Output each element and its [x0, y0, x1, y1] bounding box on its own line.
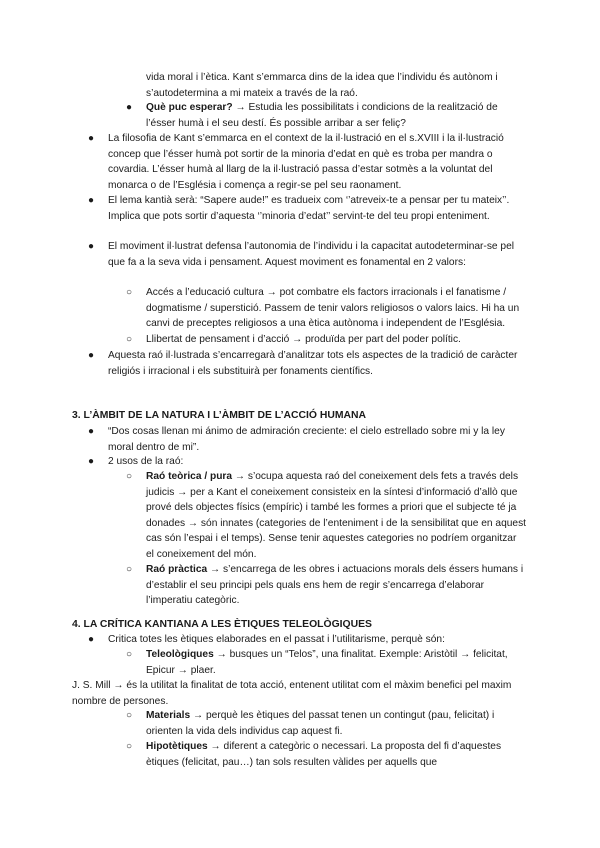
list-item-que-puc-esperar — [126, 100, 526, 131]
list-item-term: Materials — [146, 710, 191, 721]
list-item-text: 2 usos de la raó: — [108, 456, 184, 467]
list-item-term: Teleològiques — [146, 649, 214, 660]
list-item-teleologiques — [126, 647, 526, 678]
paragraph-autonomy-continuation — [146, 70, 526, 101]
paragraph-mill — [72, 678, 528, 709]
paragraph-text: vida moral i l’ètica. Kant s’emmarca dins de la idea que l’individu és autònom i s’autodetermina a mi mateix a través de la raó. — [146, 72, 498, 99]
bullet-icon: ● — [88, 241, 95, 252]
bullet-icon: ● — [88, 456, 95, 467]
list-item-text: → diferent a categòric o necessari. La proposta del fi d’aquestes ètiques (felicitat, pau…) tan sols resulten vàlides per aquells que — [146, 741, 502, 768]
bullet-icon: ○ — [126, 710, 133, 721]
list-item-text: Accés a l’educació cultura → pot combatre els factors irracionals i el fanatisme / dogmatisme / superstició. Passem de tenir valors religiosos o valors laics. Hi ha un canvi de preceptes religiosos a una ètica autònoma i independent de l’Església. — [146, 287, 520, 330]
bullet-icon: ○ — [126, 741, 133, 752]
bullet-icon: ● — [88, 350, 95, 361]
list-item-text: El moviment il·lustrat defensa l’autonomia de l’individu i la capacitat autodeterminar-se pel que fa a la seva vida i pensament. Aquest moviment es fonamental en 2 valors: — [108, 241, 515, 268]
section-heading-4: 4. LA CRÍTICA KANTIANA A LES ÈTIQUES TELEOLÒGIQUES — [72, 619, 372, 630]
list-item-text: → Estudia les possibilitats i condicions de la realització de l’ésser humà i el seu destí. És possible arribar a ser feliç? — [146, 102, 498, 129]
list-item-rao-practica — [126, 562, 526, 609]
list-item-term: Què puc esperar? — [146, 102, 233, 113]
bullet-icon: ○ — [126, 564, 133, 575]
list-item-term: Raó teòrica / pura — [146, 471, 233, 482]
list-item-text: La filosofia de Kant s’emmarca en el context de la il·lustració en el s.XVIII i la il·lustració concep que l’ésser humà pot sortir de la minoria d’edat en què es troba per mandra o covardia. L’ésser humà al llarg de la il·lustració passa d’estar sotmès a la voluntat del monarca o de l’Església i comença a regir-se pel seu raonament. — [108, 133, 504, 191]
list-item-materials — [126, 708, 526, 739]
list-item-critica — [88, 632, 526, 648]
list-item-text: → busques un “Telos”, una finalitat. Exemple: Aristòtil → felicitat, Epicur → plaer. — [146, 649, 508, 676]
list-item-text: Llibertat de pensament i d’acció → produïda per part del poder polític. — [146, 334, 461, 345]
list-item-illustracio-context — [88, 131, 526, 193]
list-item-sapere-aude — [88, 193, 526, 224]
section-heading-3: 3. L’ÀMBIT DE LA NATURA I L’ÀMBIT DE L’ACCIÓ HUMANA — [72, 410, 367, 421]
bullet-icon: ● — [88, 634, 95, 645]
bullet-icon: ○ — [126, 287, 133, 298]
list-item-hipotetiques — [126, 739, 526, 770]
list-item-acces-educacio — [126, 285, 526, 332]
list-item-text: Critica totes les ètiques elaborades en el passat i l’utilitarisme, perquè són: — [108, 634, 445, 645]
bullet-icon: ○ — [126, 649, 133, 660]
paragraph-text: J. S. Mill → és la utilitat la finalitat de tota acció, entenent utilitat com el màxim benefici pel maxim nombre de persones. — [72, 680, 512, 707]
list-item-text: Aquesta raó il·lustrada s’encarregarà d’analitzar tots els aspectes de la tradició de caràcter religiós i irracional i els substituirà per fonaments científics. — [108, 350, 518, 377]
list-item-rao-illustrada — [88, 348, 526, 379]
list-item-text: → s’encarrega de les obres i actuacions morals dels éssers humans i d’establir el seu principi pels quals ens hem de regir s’encarrega d’elaborar l’imperatiu categòric. — [146, 564, 524, 607]
list-item-text: → s’ocupa aquesta raó del coneixement dels fets a través dels judicis → per a Kant el coneixement consisteix en la síntesi d’informació d’allò que prové dels objectes físics (empíric) i també les formes a priori que el subjecte té ja donades → són innates (categories de l’enteniment i de la sensibilitat que en aquest cas són l’espai i el temps). Sense tenir aquestes categories no podríem organitzar el coneixement del món. — [146, 471, 527, 560]
bullet-icon: ● — [88, 426, 95, 437]
bullet-icon: ● — [88, 195, 95, 206]
list-item-llibertat-pensament — [126, 332, 526, 348]
bullet-icon: ● — [88, 133, 95, 144]
list-item-term: Hipotètiques — [146, 741, 208, 752]
list-item-moviment-illustrat — [88, 239, 526, 270]
list-item-quote — [88, 424, 526, 455]
list-item-text: → perquè les ètiques del passat tenen un contingut (pau, felicitat) i orienten la vida dels individus cap aquest fi. — [146, 710, 495, 737]
bullet-icon: ○ — [126, 334, 133, 345]
list-item-rao-teorica — [126, 469, 527, 563]
list-item-usos-rao — [88, 454, 526, 470]
list-item-term: Raó pràctica — [146, 564, 208, 575]
list-item-text: El lema kantià serà: “Sapere aude!” es tradueix com ‘’atreveix-te a pensar per tu mateix’’. Implica que pots sortir d’aquesta ‘’minoria d’edat’’ servint-te del teu propi enteniment. — [108, 195, 510, 222]
list-item-text: “Dos cosas llenan mi ánimo de admiración creciente: el cielo estrellado sobre mi y la ley moral dentro de mi”. — [108, 426, 505, 453]
bullet-icon: ● — [126, 102, 133, 113]
bullet-icon: ○ — [126, 471, 133, 482]
